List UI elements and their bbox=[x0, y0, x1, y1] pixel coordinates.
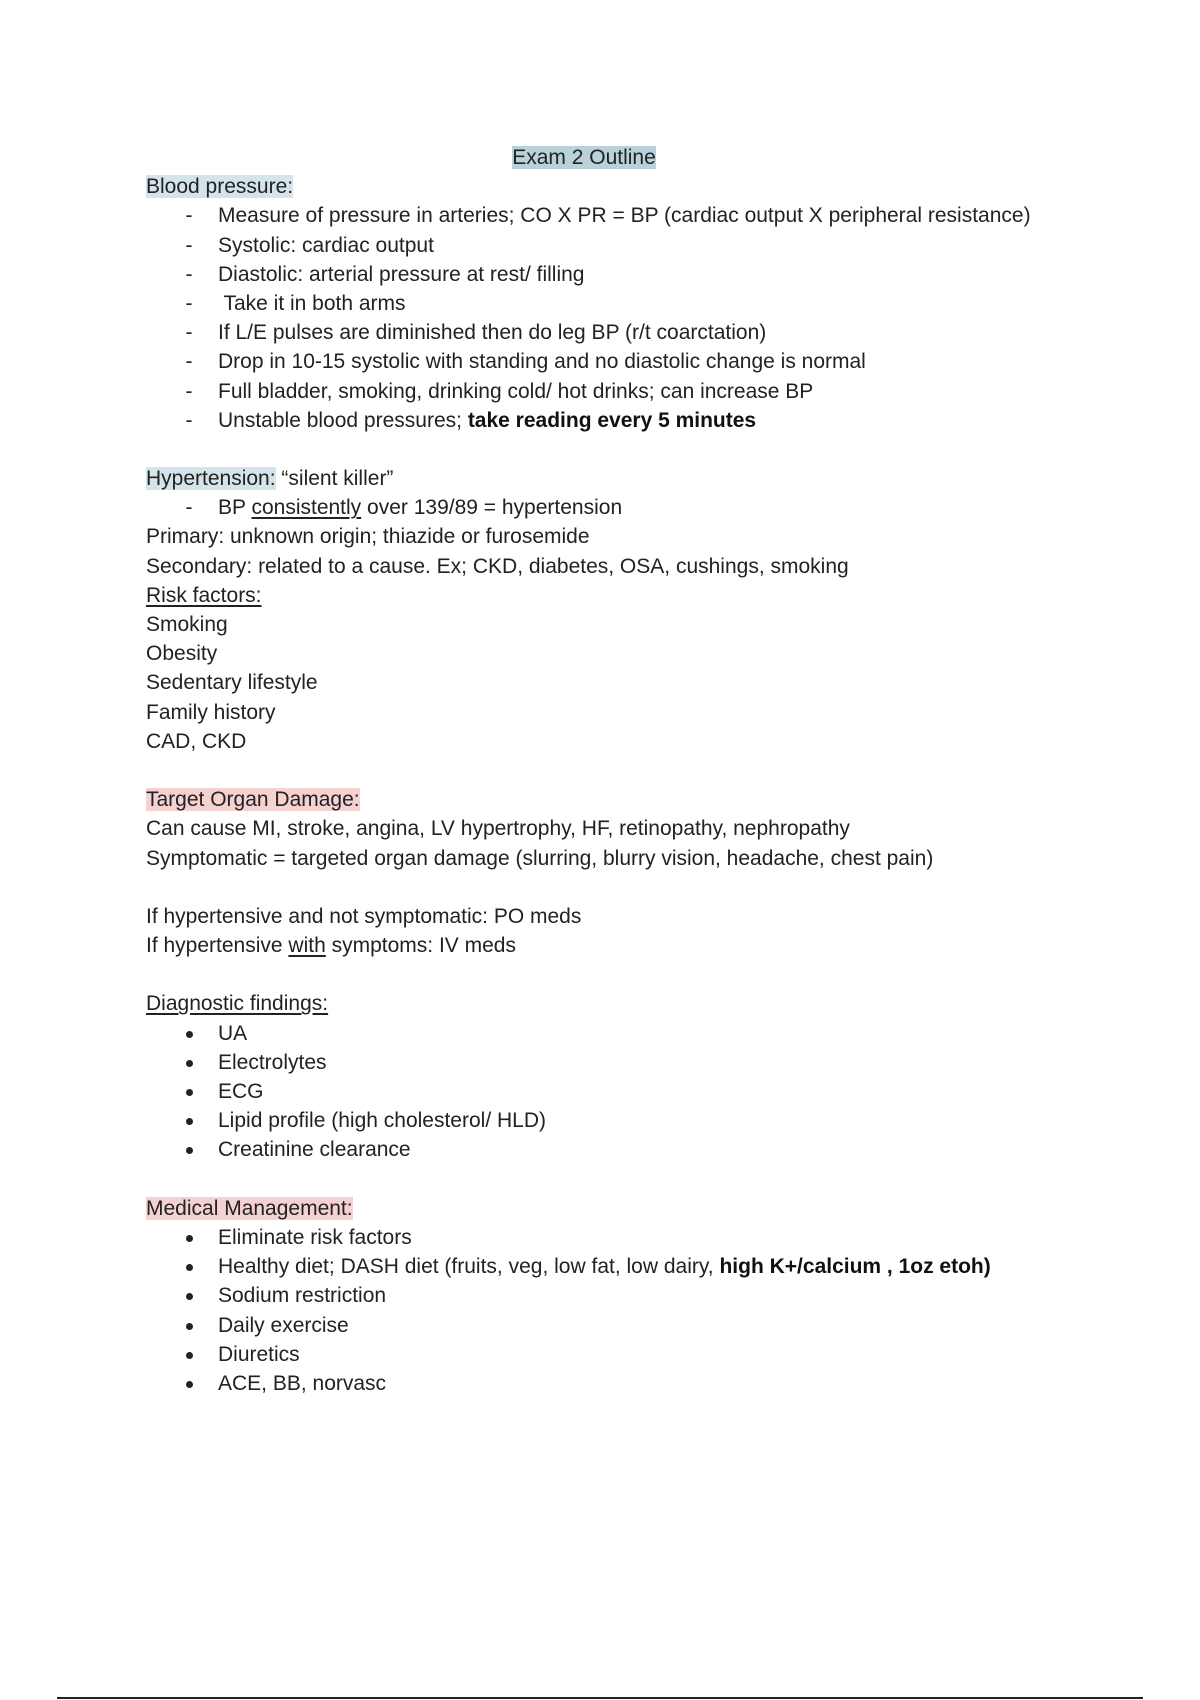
bp-item-text: Drop in 10-15 systolic with standing and no diastolic change is normal bbox=[218, 350, 866, 374]
diagnostics-item-text: UA bbox=[218, 1021, 248, 1045]
bp-item-text: Measure of pressure in arteries; CO X PR = BP (cardiac output X peripheral resistance) bbox=[218, 204, 1031, 228]
management-item-text: Diuretics bbox=[218, 1342, 300, 1366]
risk-heading-row bbox=[146, 581, 1106, 610]
htn-item-underlined: consistently bbox=[251, 496, 362, 520]
dash-marker: - bbox=[185, 262, 193, 286]
management-item-text: Daily exercise bbox=[218, 1313, 349, 1337]
bp-item bbox=[146, 289, 1106, 318]
bullet-dot-icon bbox=[186, 1352, 193, 1359]
htn-item bbox=[146, 493, 1106, 522]
iv-meds-line bbox=[146, 931, 1106, 960]
management-item bbox=[146, 1281, 1106, 1310]
risk-factor: Smoking bbox=[146, 613, 228, 636]
bullet-dot-icon bbox=[186, 1293, 193, 1300]
diagnostics-item bbox=[146, 1019, 1106, 1048]
risk-factor: Sedentary lifestyle bbox=[146, 671, 318, 695]
tod-heading-row bbox=[146, 785, 1106, 814]
bp-item bbox=[146, 347, 1106, 376]
risk-factor: Family history bbox=[146, 700, 276, 724]
htn-heading-suffix: “silent killer” bbox=[275, 467, 394, 491]
spacer bbox=[146, 873, 1106, 902]
management-heading: Medical Management: bbox=[146, 1196, 353, 1220]
diagnostics-heading-row bbox=[146, 989, 1106, 1018]
spacer bbox=[146, 435, 1106, 464]
diagnostics-item bbox=[146, 1106, 1106, 1135]
iv-underlined: with bbox=[288, 934, 326, 958]
tod-line: Symptomatic = targeted organ damage (slurring, blurry vision, headache, chest pain) bbox=[146, 846, 934, 870]
diagnostics-item bbox=[146, 1077, 1106, 1106]
dash-marker: - bbox=[185, 321, 193, 345]
management-heading-row bbox=[146, 1194, 1106, 1223]
bp-item-text: Unstable blood pressures; bbox=[218, 408, 468, 432]
htn-heading: Hypertension: bbox=[146, 467, 276, 491]
dash-marker: - bbox=[185, 204, 193, 228]
bp-item-text: If L/E pulses are diminished then do leg BP (r/t coarctation) bbox=[218, 321, 767, 345]
bp-item bbox=[146, 377, 1106, 406]
htn-secondary: Secondary: related to a cause. Ex; CKD, diabetes, OSA, cushings, smoking bbox=[146, 554, 849, 578]
dash-marker: - bbox=[185, 408, 193, 432]
bp-item bbox=[146, 318, 1106, 347]
spacer bbox=[146, 1165, 1106, 1194]
bullet-dot-icon bbox=[186, 1147, 193, 1154]
risk-factor: Obesity bbox=[146, 642, 218, 666]
diagnostics-item-text: ECG bbox=[218, 1080, 264, 1103]
bullet-dot-icon bbox=[186, 1089, 193, 1096]
bullet-dot-icon bbox=[186, 1060, 193, 1067]
page-bottom-divider bbox=[57, 1697, 1143, 1699]
management-item bbox=[146, 1340, 1106, 1369]
management-item bbox=[146, 1223, 1106, 1252]
bullet-dot-icon bbox=[186, 1264, 193, 1271]
iv-suffix: symptoms: IV meds bbox=[325, 934, 516, 958]
bullet-dot-icon bbox=[186, 1118, 193, 1125]
management-item-text: Healthy diet; DASH diet (fruits, veg, low fat, low dairy, bbox=[218, 1255, 720, 1279]
po-meds-line: If hypertensive and not symptomatic: PO meds bbox=[146, 904, 582, 928]
management-item-text: Eliminate risk factors bbox=[218, 1225, 412, 1249]
bp-item-text: Full bladder, smoking, drinking cold/ hot drinks; can increase BP bbox=[218, 379, 814, 403]
spacer bbox=[146, 960, 1106, 989]
htn-heading-row bbox=[146, 464, 1106, 493]
risk-heading: Risk factors: bbox=[146, 583, 262, 607]
bp-item bbox=[146, 406, 1106, 435]
bullet-dot-icon bbox=[186, 1381, 193, 1388]
dash-marker: - bbox=[185, 496, 193, 520]
dash-marker: - bbox=[185, 350, 193, 374]
htn-item-prefix: BP bbox=[218, 496, 252, 520]
management-item bbox=[146, 1369, 1106, 1398]
bp-item-bold-text: take reading every 5 minutes bbox=[467, 408, 757, 432]
diagnostics-item-text: Lipid profile (high cholesterol/ HLD) bbox=[218, 1109, 546, 1133]
bullet-dot-icon bbox=[186, 1323, 193, 1330]
bp-item bbox=[146, 260, 1106, 289]
tod-line: Can cause MI, stroke, angina, LV hypertrophy, HF, retinopathy, nephropathy bbox=[146, 817, 850, 841]
management-item-text: ACE, BB, norvasc bbox=[218, 1371, 387, 1395]
document-page bbox=[146, 143, 1106, 1398]
diagnostics-item-text: Electrolytes bbox=[218, 1050, 327, 1074]
dash-marker: - bbox=[185, 233, 193, 257]
management-item-text: Sodium restriction bbox=[218, 1284, 387, 1308]
spacer bbox=[146, 756, 1106, 785]
bp-item bbox=[146, 201, 1106, 230]
bp-heading: Blood pressure: bbox=[146, 175, 294, 199]
bp-heading-row bbox=[146, 172, 1106, 201]
iv-prefix: If hypertensive bbox=[146, 934, 289, 958]
bullet-dot-icon bbox=[186, 1235, 193, 1242]
bp-item-text: Take it in both arms bbox=[218, 291, 406, 315]
dash-marker: - bbox=[185, 379, 193, 403]
diagnostics-item bbox=[146, 1048, 1106, 1077]
htn-primary: Primary: unknown origin; thiazide or furosemide bbox=[146, 525, 590, 549]
tod-heading: Target Organ Damage: bbox=[146, 788, 360, 812]
htn-item-suffix: over 139/89 = hypertension bbox=[361, 496, 623, 520]
management-item bbox=[146, 1252, 1106, 1281]
management-item bbox=[146, 1311, 1106, 1340]
dash-marker: - bbox=[185, 291, 193, 315]
bp-item bbox=[146, 231, 1106, 260]
page-title: Exam 2 Outline bbox=[512, 146, 656, 169]
risk-factor: CAD, CKD bbox=[146, 729, 247, 753]
bullet-dot-icon bbox=[186, 1031, 193, 1038]
diagnostics-heading: Diagnostic findings: bbox=[146, 992, 329, 1016]
diagnostics-item-text: Creatinine clearance bbox=[218, 1138, 411, 1162]
title-row bbox=[146, 143, 1022, 172]
management-item-bold-text: high K+/calcium , 1oz etoh) bbox=[719, 1255, 991, 1279]
bp-item-text: Diastolic: arterial pressure at rest/ filling bbox=[218, 262, 585, 286]
diagnostics-item bbox=[146, 1135, 1106, 1164]
bp-item-text: Systolic: cardiac output bbox=[218, 233, 434, 257]
